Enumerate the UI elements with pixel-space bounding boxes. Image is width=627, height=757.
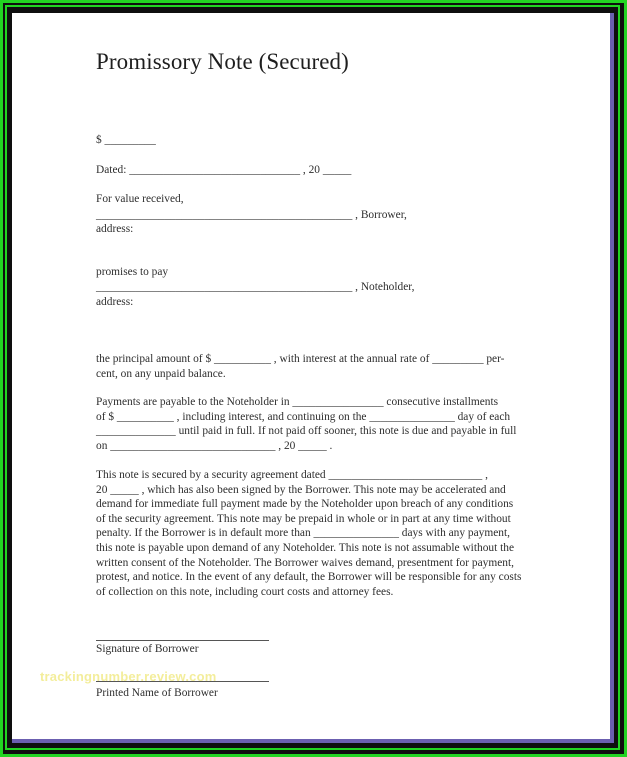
security-line: 20 _____ , which has also been signed by the Borrower. This note may be accelerated and: [96, 483, 506, 496]
noteholder-address-label: address:: [96, 296, 134, 308]
principal-line: the principal amount of $ __________ , with interest at the annual rate of _________ per-: [96, 353, 505, 365]
document-title: Promissory Note (Secured): [96, 49, 349, 74]
payments-line: of $ __________ , including interest, and continuing on the _______________ day of each: [96, 410, 511, 423]
payments-line: Payments are payable to the Noteholder in ________________ consecutive installments: [96, 396, 499, 408]
printed-name-label: Printed Name of Borrower: [96, 687, 218, 699]
security-line: written consent of the Noteholder. The Borrower waives demand, presentment for payment,: [96, 556, 514, 569]
document-page: [12, 13, 614, 743]
security-line: of collection on this note, including court costs and attorney fees.: [96, 585, 394, 598]
payments-paragraph: [96, 395, 536, 453]
security-line: protest, and notice. In the event of any default, the Borrower will be responsible for any costs: [96, 571, 522, 584]
security-line: of the security agreement. This note may be prepaid in whole or in part at any time without: [96, 512, 511, 525]
watermark-text: trackingnumber.review.com: [40, 669, 217, 684]
security-line: this note is payable upon demand of any Noteholder. This note is not assumable without the: [96, 541, 515, 554]
signature-borrower-label: Signature of Borrower: [96, 643, 199, 655]
borrower-signature-line: [96, 640, 269, 641]
security-line: penalty. If the Borrower is in default more than _______________ days with any payment,: [96, 527, 510, 540]
security-line: This note is secured by a security agreement dated ___________________________ ,: [96, 469, 488, 481]
security-paragraph: [96, 468, 536, 599]
payments-line: on _____________________________ , 20 _____ .: [96, 439, 333, 452]
noteholder-line: _____________________________________________ , Noteholder,: [96, 281, 415, 293]
principal-line: cent, on any unpaid balance.: [96, 367, 226, 380]
payments-line: ______________ until paid in full. If not paid off sooner, this note is due and payable in full: [96, 425, 517, 438]
borrower-address-label: address:: [96, 223, 134, 235]
security-line: demand for immediate full payment made by the Noteholder upon breach of any conditions: [96, 498, 514, 511]
borrower-line: _____________________________________________ , Borrower,: [96, 209, 407, 221]
promises-text: promises to pay: [96, 266, 169, 278]
amount-line: $ _________: [96, 134, 156, 146]
for-value-text: For value received,: [96, 193, 184, 205]
dated-line: Dated: ______________________________ , 20 _____: [96, 164, 352, 176]
principal-paragraph: [96, 352, 536, 381]
